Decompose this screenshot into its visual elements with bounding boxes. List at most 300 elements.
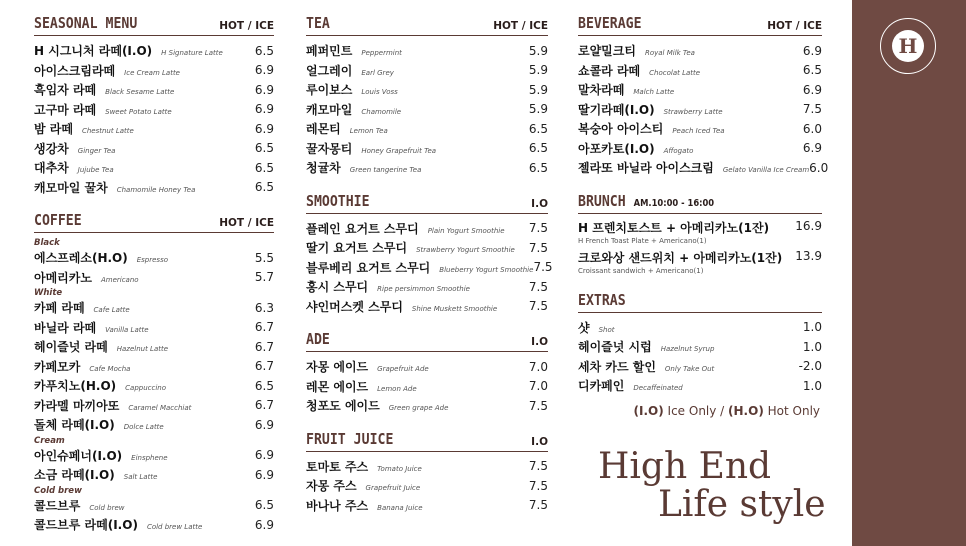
legend-ho-text: Hot Only xyxy=(763,403,820,418)
item-name-en: Strawberry Latte xyxy=(663,107,723,116)
item-name-kr: 세차 카드 할인 xyxy=(578,359,656,374)
brunch-item xyxy=(578,219,822,249)
item-price: 7.5 xyxy=(528,279,548,294)
brunch-price: 16.9 xyxy=(795,218,822,233)
coffee-category: Cold brew xyxy=(34,485,82,496)
slogan xyxy=(598,448,826,524)
menu-item xyxy=(34,318,274,338)
menu-item xyxy=(34,337,274,357)
juice-list xyxy=(306,457,548,516)
item-price: 6.7 xyxy=(254,320,274,335)
seasonal-header xyxy=(34,14,274,36)
coffee-sub: HOT / ICE xyxy=(219,217,274,229)
smoothie-sub: I.O xyxy=(531,197,548,210)
item-name-en: Only Take Out xyxy=(664,364,715,373)
menu-item-names xyxy=(306,159,421,176)
menu-item-names xyxy=(306,42,402,59)
menu-item-names xyxy=(34,179,195,196)
menu-item xyxy=(34,376,274,396)
item-price: 6.9 xyxy=(802,141,822,156)
extras-header xyxy=(578,291,822,313)
item-name-en: Lemon Tea xyxy=(349,127,388,136)
menu-item xyxy=(578,41,822,61)
tea-sub: HOT / ICE xyxy=(493,20,548,32)
item-price: 6.5 xyxy=(254,141,274,156)
item-name-en: Ginger Tea xyxy=(77,146,116,155)
item-name-kr: 콜드브루 xyxy=(34,498,81,513)
item-name-en: Hazelnut Latte xyxy=(116,345,169,354)
item-name-kr: 카페모카 xyxy=(34,359,81,374)
brunch-item-names xyxy=(578,249,782,275)
item-price: 5.9 xyxy=(528,82,548,97)
logo-letter: H xyxy=(892,30,924,62)
item-name-en: Banana Juice xyxy=(377,503,423,512)
menu-item-names xyxy=(306,397,448,414)
item-price: 7.5 xyxy=(802,102,822,117)
menu-item xyxy=(34,61,274,81)
item-price: 1.0 xyxy=(802,339,822,354)
menu-item-names xyxy=(306,358,429,375)
menu-item xyxy=(306,61,548,81)
menu-item-names xyxy=(34,120,134,137)
item-name-en: Honey Grapefruit Tea xyxy=(361,146,437,155)
item-name-kr: 아이스크림라떼 xyxy=(34,63,116,78)
beverage-list xyxy=(578,41,829,178)
item-name-kr: 딸기 요거트 스무디 xyxy=(306,241,408,256)
item-price: 6.7 xyxy=(254,339,274,354)
menu-item-names xyxy=(34,466,157,483)
menu-item-names xyxy=(578,101,723,118)
menu-item xyxy=(578,158,829,178)
menu-item xyxy=(306,119,548,139)
item-price: 5.9 xyxy=(528,43,548,58)
item-price: 7.5 xyxy=(533,260,553,275)
item-name-kr: 카페 라떼 xyxy=(34,301,85,316)
item-price: 6.5 xyxy=(528,160,548,175)
item-price: 1.0 xyxy=(802,378,822,393)
item-name-kr: 쇼콜라 라떼 xyxy=(578,63,641,78)
menu-item xyxy=(306,258,553,278)
brunch-time: AM.10:00 - 16:00 xyxy=(633,197,715,209)
item-name-kr: 캐모마일 xyxy=(306,102,353,117)
column-middle xyxy=(306,14,553,515)
menu-item xyxy=(306,219,548,239)
menu-item-names xyxy=(306,120,388,137)
item-name-en: Lemon Ade xyxy=(377,384,417,393)
menu-item-names xyxy=(34,101,172,118)
brunch-title-text: BRUNCH xyxy=(578,191,626,210)
item-name-kr: 콜드브루 라떼(I.O) xyxy=(34,518,138,533)
menu-item xyxy=(578,139,822,159)
legend-io-text: Ice Only / xyxy=(663,403,729,418)
item-name-en: Ripe persimmon Smoothie xyxy=(377,285,470,294)
menu-item-names xyxy=(306,81,398,98)
menu-item-names xyxy=(578,358,714,375)
item-price: 6.9 xyxy=(802,82,822,97)
menu-item-names xyxy=(578,159,809,176)
beverage-title: BEVERAGE xyxy=(578,14,642,32)
brunch-price: 13.9 xyxy=(795,248,822,263)
item-name-kr: 레몬티 xyxy=(306,122,341,137)
menu-item-names xyxy=(578,42,695,59)
menu-item xyxy=(34,446,274,466)
item-price: 6.5 xyxy=(254,498,274,513)
menu-item xyxy=(578,80,822,100)
menu-item-names xyxy=(34,397,191,414)
item-name-en: Blueberry Yogurt Smoothie xyxy=(439,265,534,274)
item-price: 5.9 xyxy=(528,63,548,78)
item-name-kr: 디카페인 xyxy=(578,379,625,394)
item-name-en: H Signature Latte xyxy=(161,49,223,58)
item-name-kr: 바닐라 라떼 xyxy=(34,320,97,335)
menu-item xyxy=(578,337,822,357)
brunch-title xyxy=(578,192,714,210)
item-name-kr: 소금 라떼(I.O) xyxy=(34,468,115,483)
smoothie-list xyxy=(306,219,553,317)
brunch-list xyxy=(578,219,822,279)
smoothie-header xyxy=(306,192,548,214)
item-name-en: Sweet Potato Latte xyxy=(105,107,172,116)
item-name-en: Grapefruit Ade xyxy=(377,365,429,374)
coffee-title: COFFEE xyxy=(34,211,82,229)
menu-item xyxy=(34,139,274,159)
menu-item-names xyxy=(34,42,223,59)
ade-header xyxy=(306,330,548,352)
item-price: 6.9 xyxy=(254,63,274,78)
item-name-kr: 아포카토(I.O) xyxy=(578,141,655,156)
menu-item xyxy=(34,158,274,178)
menu-item-names xyxy=(34,516,202,533)
item-name-en: Shot xyxy=(598,325,615,334)
item-price: 7.5 xyxy=(528,459,548,474)
menu-item xyxy=(34,396,274,416)
item-name-kr: 아메리카노 xyxy=(34,270,92,285)
column-right xyxy=(578,14,829,418)
item-name-en: Chamomile xyxy=(361,107,402,116)
item-name-kr: 꿀자몽티 xyxy=(306,141,353,156)
item-name-kr: 대추차 xyxy=(34,161,69,176)
menu-item-names xyxy=(578,377,683,394)
beverage-sub: HOT / ICE xyxy=(767,20,822,32)
menu-item-names xyxy=(578,338,714,355)
item-name-en: Shine Muskett Smoothie xyxy=(411,304,498,313)
item-name-kr: 페퍼민트 xyxy=(306,44,353,59)
item-price: 6.9 xyxy=(254,121,274,136)
slogan-line2: Life style xyxy=(658,484,826,525)
item-price: 6.5 xyxy=(528,141,548,156)
item-name-kr: 복숭아 아이스티 xyxy=(578,122,664,137)
item-price: 6.9 xyxy=(254,467,274,482)
coffee-category: Black xyxy=(34,238,60,248)
seasonal-list xyxy=(34,41,274,197)
menu-item-names xyxy=(306,62,394,79)
item-name-en: Cappuccino xyxy=(125,384,167,393)
item-name-en: Gelato Vanilla Ice Cream xyxy=(722,166,810,175)
seasonal-title: SEASONAL MENU xyxy=(34,14,138,32)
item-name-kr: 블루베리 요거트 스무디 xyxy=(306,260,431,275)
legend xyxy=(578,404,822,418)
menu-item xyxy=(34,100,274,120)
item-name-en: Affogato xyxy=(663,146,694,155)
menu-item-names xyxy=(306,220,505,237)
item-price: 6.9 xyxy=(254,517,274,532)
menu-item-names xyxy=(34,319,149,336)
menu-item xyxy=(34,119,274,139)
menu-item-names xyxy=(306,477,420,494)
menu-item xyxy=(34,80,274,100)
slogan-line1: High End xyxy=(598,446,772,487)
item-price: 6.0 xyxy=(802,121,822,136)
menu-item-names xyxy=(34,269,139,286)
menu-item xyxy=(34,357,274,377)
item-price: 6.5 xyxy=(254,180,274,195)
menu-item xyxy=(578,357,822,377)
item-name-en: Royal Milk Tea xyxy=(644,49,695,58)
juice-header xyxy=(306,430,548,452)
item-name-en: Peach Iced Tea xyxy=(672,127,725,136)
menu-item-names xyxy=(578,319,615,336)
ade-list xyxy=(306,357,548,416)
item-price: 7.5 xyxy=(528,498,548,513)
menu-item xyxy=(34,415,274,435)
item-name-en: Jujube Tea xyxy=(77,166,114,175)
menu-item-names xyxy=(578,120,725,137)
item-price: 7.5 xyxy=(528,398,548,413)
item-price: 6.7 xyxy=(254,359,274,374)
menu-item xyxy=(578,119,822,139)
item-price: 7.5 xyxy=(528,299,548,314)
item-name-en: Hazelnut Syrup xyxy=(660,345,715,354)
extras-title: EXTRAS xyxy=(578,290,626,309)
item-name-en: Strawberry Yogurt Smoothie xyxy=(416,246,515,255)
item-name-en: Chamomile Honey Tea xyxy=(116,185,196,194)
item-name-en: Earl Grey xyxy=(361,68,394,77)
menu-item-names xyxy=(306,239,515,256)
menu-item xyxy=(306,277,548,297)
item-price: 7.5 xyxy=(528,221,548,236)
menu-item-names xyxy=(34,377,166,394)
brunch-name-kr: 크로와상 샌드위치 + 아메리카노(1잔) xyxy=(578,250,783,265)
coffee-header xyxy=(34,211,274,233)
item-name-kr: 밤 라떼 xyxy=(34,122,73,137)
item-name-kr: 얼그레이 xyxy=(306,63,353,78)
item-price: 6.7 xyxy=(254,398,274,413)
item-name-kr: 루이보스 xyxy=(306,83,353,98)
legend-ho: (H.O) xyxy=(728,403,764,418)
logo xyxy=(880,18,936,74)
item-name-kr: 카푸치노(H.O) xyxy=(34,379,117,394)
menu-item-names xyxy=(34,447,168,464)
menu-item xyxy=(578,318,822,338)
item-name-kr: 바나나 주스 xyxy=(306,498,369,513)
item-price: 5.7 xyxy=(254,270,274,285)
ade-title: ADE xyxy=(306,330,330,348)
item-price: 6.9 xyxy=(254,82,274,97)
brunch-header xyxy=(578,192,822,214)
item-name-en: Green grape Ade xyxy=(388,404,449,413)
menu-item-names xyxy=(306,259,533,276)
menu-item xyxy=(34,465,274,485)
item-name-en: Cafe Latte xyxy=(93,306,130,315)
item-name-kr: 샷 xyxy=(578,320,590,335)
menu-item-names xyxy=(34,81,174,98)
menu-item xyxy=(34,41,274,61)
item-name-en: Malch Latte xyxy=(633,88,675,97)
ade-sub: I.O xyxy=(531,336,548,348)
item-name-en: Cold brew xyxy=(89,503,125,512)
brunch-name-en: Croissant sandwich + Americano(1) xyxy=(578,266,704,275)
menu-item xyxy=(306,238,548,258)
menu-item-names xyxy=(306,298,497,315)
item-name-en: Peppermint xyxy=(361,49,402,58)
item-name-kr: 카라멜 마끼아또 xyxy=(34,398,120,413)
menu-item-names xyxy=(34,416,164,433)
item-name-kr: 돌체 라떼(I.O) xyxy=(34,418,115,433)
menu-item-names xyxy=(306,378,417,395)
tea-list xyxy=(306,41,548,178)
menu-item xyxy=(306,100,548,120)
item-price: 7.0 xyxy=(528,379,548,394)
item-name-kr: 플레인 요거트 스무디 xyxy=(306,221,419,236)
item-name-en: Decaffeinated xyxy=(633,384,683,393)
menu-item-names xyxy=(34,140,115,157)
smoothie-title: SMOOTHIE xyxy=(306,191,370,210)
menu-item-names xyxy=(34,62,180,79)
menu-item xyxy=(306,377,548,397)
item-name-kr: 자몽 주스 xyxy=(306,479,357,494)
coffee-category: White xyxy=(34,288,63,298)
item-name-en: Americano xyxy=(100,275,139,284)
item-price: 7.5 xyxy=(528,478,548,493)
menu-item xyxy=(306,396,548,416)
item-name-kr: 헤이즐넛 라떼 xyxy=(34,340,108,355)
menu-item-names xyxy=(34,299,130,316)
item-price: 6.0 xyxy=(809,160,829,175)
item-name-en: Chocolat Latte xyxy=(649,68,701,77)
menu-item-names xyxy=(306,101,401,118)
menu-item xyxy=(578,61,822,81)
beverage-header xyxy=(578,14,822,36)
item-name-kr: 청포도 에이드 xyxy=(306,399,380,414)
item-price: 6.5 xyxy=(802,63,822,78)
item-name-en: Cafe Mocha xyxy=(89,364,131,373)
menu-item xyxy=(306,297,548,317)
item-price: 7.5 xyxy=(528,240,548,255)
item-name-en: Einsphene xyxy=(131,453,168,462)
brunch-item xyxy=(578,249,822,279)
menu-item-names xyxy=(306,458,422,475)
tea-title: TEA xyxy=(306,14,330,32)
item-price: 6.9 xyxy=(802,43,822,58)
menu-item-names xyxy=(578,81,674,98)
item-name-kr: 자몽 에이드 xyxy=(306,360,369,375)
item-name-kr: 생강차 xyxy=(34,141,69,156)
item-price: 6.9 xyxy=(254,417,274,432)
item-name-en: Tomato Juice xyxy=(377,464,422,473)
menu-item xyxy=(34,268,274,288)
item-name-kr: 에스프레소(H.O) xyxy=(34,251,128,266)
menu-item-names xyxy=(34,249,168,266)
item-price: 6.5 xyxy=(254,378,274,393)
menu-item xyxy=(578,100,822,120)
menu-item-names xyxy=(306,140,436,157)
legend-io: (I.O) xyxy=(633,403,664,418)
extras-list xyxy=(578,318,822,396)
item-name-kr: 로얄밀크티 xyxy=(578,44,636,59)
menu-item xyxy=(306,80,548,100)
item-name-kr: 딸기라떼(I.O) xyxy=(578,102,655,117)
menu-item xyxy=(34,515,274,535)
item-price: 7.0 xyxy=(528,359,548,374)
menu-item xyxy=(34,298,274,318)
menu-item-names xyxy=(34,497,125,514)
menu-item-names xyxy=(306,278,470,295)
item-name-kr: 아인슈페너(I.O) xyxy=(34,448,123,463)
item-name-en: Plain Yogurt Smoothie xyxy=(427,226,505,235)
item-price: 5.9 xyxy=(528,102,548,117)
juice-sub: I.O xyxy=(531,435,548,448)
item-name-kr: 헤이즐넛 시럽 xyxy=(578,340,652,355)
menu-item xyxy=(306,357,548,377)
item-name-en: Caramel Macchiat xyxy=(128,403,192,412)
item-name-en: Salt Latte xyxy=(123,473,158,482)
menu-item xyxy=(306,476,548,496)
menu-item xyxy=(306,457,548,477)
item-name-en: Vanilla Latte xyxy=(105,325,149,334)
brunch-item-names xyxy=(578,219,769,245)
menu-item-names xyxy=(578,62,700,79)
menu-item-names xyxy=(34,358,130,375)
item-name-en: Ice Cream Latte xyxy=(124,68,180,77)
menu-item-names xyxy=(34,338,168,355)
item-name-kr: 젤라또 바닐라 아이스크림 xyxy=(578,161,714,176)
item-name-en: Espresso xyxy=(136,256,169,265)
item-price: 6.5 xyxy=(254,160,274,175)
menu-item xyxy=(306,496,548,516)
item-price: 5.5 xyxy=(254,250,274,265)
item-name-kr: 말차라떼 xyxy=(578,83,625,98)
item-price: 6.5 xyxy=(528,121,548,136)
item-name-kr: 고구마 라떼 xyxy=(34,102,97,117)
coffee-list xyxy=(34,238,274,535)
menu-item xyxy=(34,248,274,268)
menu-item xyxy=(306,158,548,178)
item-name-kr: H 시그니처 라떼(I.O) xyxy=(34,44,153,59)
item-price: 6.9 xyxy=(254,448,274,463)
menu-item-names xyxy=(578,140,693,157)
item-name-en: Louis Voss xyxy=(361,88,398,97)
item-name-kr: 캐모마일 꿀차 xyxy=(34,180,108,195)
item-name-en: Chestnut Latte xyxy=(81,127,134,136)
item-price: 6.5 xyxy=(254,43,274,58)
item-name-en: Cold brew Latte xyxy=(146,523,203,532)
item-price: 6.9 xyxy=(254,102,274,117)
item-name-en: Grapefruit Juice xyxy=(365,484,421,493)
column-left xyxy=(34,14,274,535)
brunch-name-en: H French Toast Plate + Americano(1) xyxy=(578,236,707,245)
brand-band xyxy=(852,0,966,546)
juice-title: FRUIT JUICE xyxy=(306,429,394,448)
item-price: 6.3 xyxy=(254,300,274,315)
item-name-en: Dolce Latte xyxy=(123,423,164,432)
menu-item xyxy=(306,41,548,61)
tea-header xyxy=(306,14,548,36)
menu-item xyxy=(34,496,274,516)
item-name-kr: 흑임자 라떼 xyxy=(34,83,97,98)
item-name-kr: 토마토 주스 xyxy=(306,459,369,474)
item-name-kr: 홍시 스무디 xyxy=(306,280,369,295)
item-name-en: Black Sesame Latte xyxy=(105,88,175,97)
